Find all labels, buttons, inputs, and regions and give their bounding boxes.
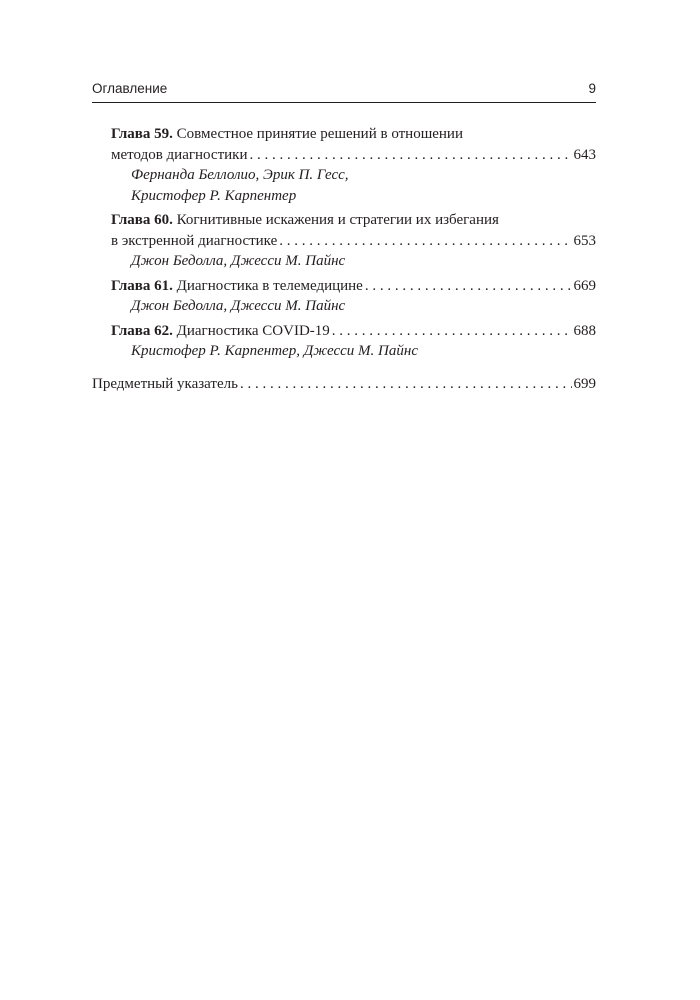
- running-head: [92, 80, 596, 103]
- toc-entry-index[interactable]: [92, 374, 596, 395]
- chapter-page-number: 688: [573, 322, 596, 339]
- chapter-label: Глава 59.: [111, 126, 173, 142]
- toc-entry-title-line: [92, 374, 596, 395]
- chapter-authors: Кристофер Р. Карпентер, Джесси М. Пайнс: [131, 343, 418, 359]
- chapter-title: Диагностика COVID-19: [176, 322, 330, 339]
- toc-entry-chapter-61[interactable]: [92, 276, 596, 317]
- chapter-authors: Фернанда Беллолио, Эрик П. Гесс,: [131, 167, 349, 183]
- chapter-title: Диагностика в телемедицине: [176, 277, 363, 294]
- toc-entry-chapter-62[interactable]: [92, 321, 596, 362]
- chapter-label: Глава 61.: [111, 277, 173, 294]
- chapter-label: Глава 60.: [111, 212, 173, 228]
- page-number: 9: [588, 81, 596, 96]
- dot-leader: [279, 231, 571, 252]
- toc-entry-title-line: [111, 210, 596, 231]
- dot-leader: [332, 321, 572, 342]
- chapter-page-number: 643: [573, 146, 596, 163]
- running-head-title: Оглавление: [92, 81, 168, 96]
- chapter-label: Глава 62.: [111, 322, 173, 339]
- toc-entry-title-line: [111, 231, 596, 252]
- chapter-authors: Джон Бедолла, Джесси М. Пайнс: [131, 298, 346, 314]
- toc-entry-title-line: [111, 145, 596, 166]
- dot-leader: [240, 374, 572, 395]
- toc-entry-title-line: [111, 124, 596, 145]
- index-title: Предметный указатель: [92, 375, 238, 392]
- chapter-title-continued: методов диагностики: [111, 146, 248, 163]
- toc-entry-chapter-60[interactable]: [92, 210, 596, 272]
- chapter-title: Когнитивные искажения и стратегии их избегания: [176, 212, 499, 228]
- chapter-authors: Джон Бедолла, Джесси М. Пайнс: [131, 253, 346, 269]
- table-of-contents: [92, 124, 596, 394]
- chapter-page-number: 669: [573, 277, 596, 294]
- toc-entry-chapter-59[interactable]: [92, 124, 596, 206]
- chapter-title: Совместное принятие решений в отношении: [176, 126, 463, 142]
- chapter-authors: Кристофер Р. Карпентер: [131, 187, 297, 204]
- dot-leader: [249, 145, 571, 166]
- index-page-number: 699: [573, 375, 596, 392]
- dot-leader: [365, 276, 572, 297]
- chapter-page-number: 653: [573, 232, 596, 249]
- chapter-title-continued: в экстренной диагностике: [111, 232, 278, 249]
- toc-entry-title-line: [111, 276, 596, 297]
- toc-entry-title-line: [111, 321, 596, 342]
